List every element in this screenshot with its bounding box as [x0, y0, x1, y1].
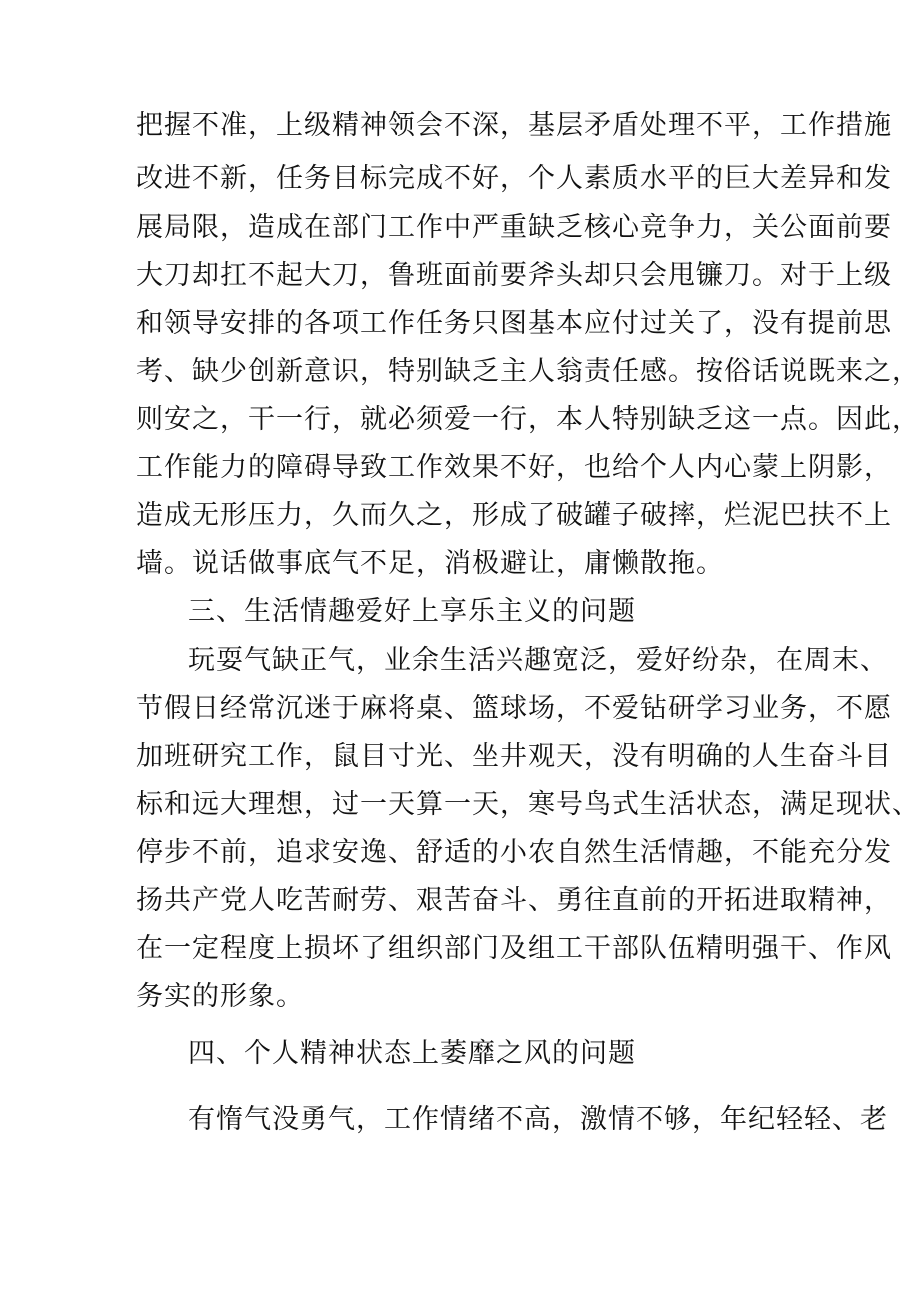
section-heading-3: 三、生活情趣爱好上享乐主义的问题 — [188, 596, 636, 627]
paragraph-start: 玩耍气缺正气，业余生活兴趣宽泛，爱好纷杂，在周末、 — [188, 645, 888, 676]
text-line: 扬共产党人吃苦耐劳、艰苦奋斗、勇往直前的开拓进取精神， — [136, 885, 892, 916]
text-line: 节假日经常沉迷于麻将桌、篮球场，不爱钻研学习业务，不愿 — [136, 693, 892, 724]
text-line: 停步不前，追求安逸、舒适的小农自然生活情趣，不能充分发 — [136, 837, 892, 868]
text-line: 大刀却扛不起大刀，鲁班面前要斧头却只会甩镰刀。对于上级 — [136, 260, 892, 291]
text-line: 加班研究工作，鼠目寸光、坐井观天，没有明确的人生奋斗目 — [136, 741, 892, 772]
section-heading-4: 四、个人精神状态上萎靡之风的问题 — [188, 1038, 636, 1069]
text-line: 务实的形象。 — [136, 981, 304, 1012]
text-line: 展局限，造成在部门工作中严重缺乏核心竞争力，关公面前要 — [136, 212, 892, 243]
text-line: 墙。说话做事底气不足，消极避让，庸懒散拖。 — [136, 548, 724, 579]
text-line: 和领导安排的各项工作任务只图基本应付过关了，没有提前思 — [136, 308, 892, 339]
text-line: 在一定程度上损坏了组织部门及组工干部队伍精明强干、作风 — [136, 933, 892, 964]
text-line: 造成无形压力，久而久之，形成了破罐子破摔，烂泥巴扶不上 — [136, 500, 892, 531]
text-line: 工作能力的障碍导致工作效果不好，也给个人内心蒙上阴影， — [136, 452, 892, 483]
paragraph-start: 有惰气没勇气，工作情绪不高，激情不够，年纪轻轻、老 — [188, 1104, 888, 1135]
text-line: 标和远大理想，过一天算一天，寒号鸟式生活状态，满足现状、 — [136, 789, 920, 820]
text-line: 把握不准，上级精神领会不深，基层矛盾处理不平，工作措施 — [136, 110, 892, 141]
text-line: 改进不新，任务目标完成不好，个人素质水平的巨大差异和发 — [136, 163, 892, 194]
text-line: 考、缺少创新意识，特别缺乏主人翁责任感。按俗话说既来之， — [136, 356, 920, 387]
text-line: 则安之，干一行，就必须爱一行，本人特别缺乏这一点。因此， — [136, 404, 920, 435]
